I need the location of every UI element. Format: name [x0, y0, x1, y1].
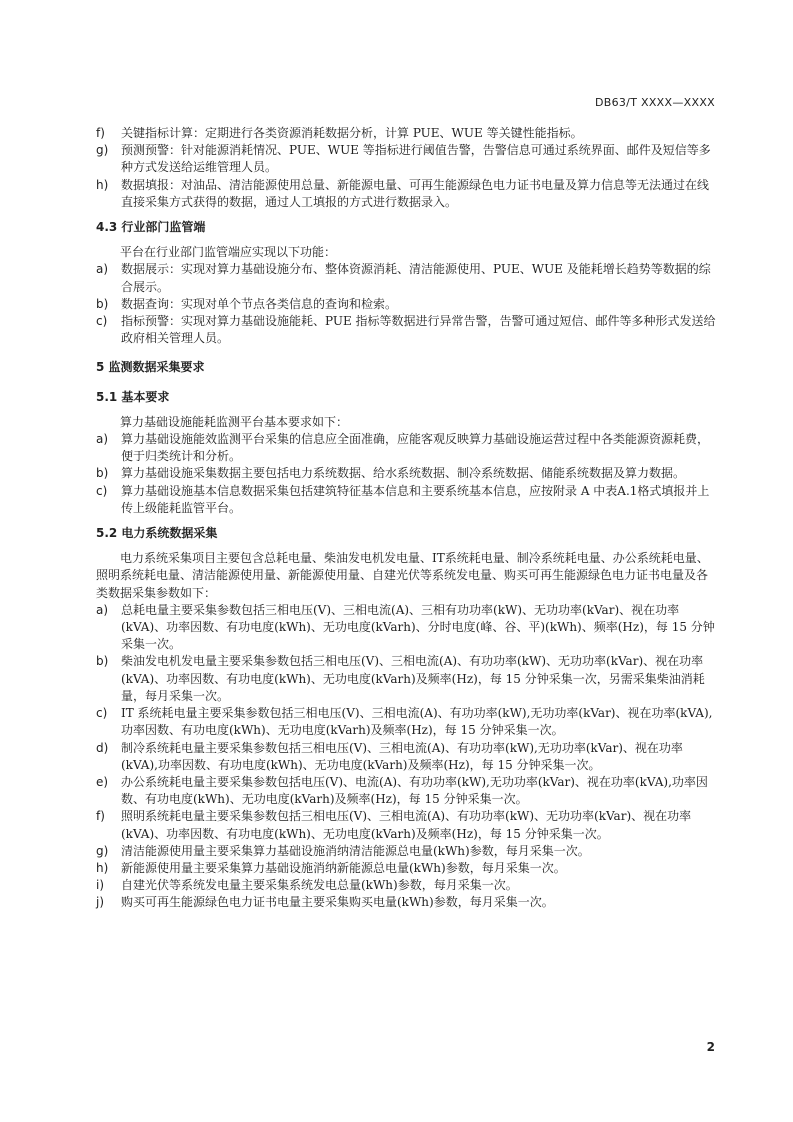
list-label: b) — [96, 296, 109, 311]
list-item — [96, 860, 718, 877]
list-item — [96, 261, 718, 295]
section-heading-5-1: 5.1 基本要求 — [96, 389, 170, 404]
section-intro: 电力系统采集项目主要包含总耗电量、柴油发电机发电量、IT系统耗电量、制冷系统耗电量、办公系统耗电量、照明系统耗电量、清洁能源使用量、新能源使用量、自建光伏等系统发电量、购买可再生能源绿色电力证书电量及各类数据采集参数如下： — [96, 551, 709, 600]
list-item — [96, 894, 718, 911]
list-label: c) — [96, 483, 108, 498]
list-label: b) — [96, 654, 109, 669]
list-item — [96, 483, 718, 517]
list-text: 算力基础设施能效监测平台采集的信息应全面准确，应能客观反映算力基础设施运营过程中各类能源资源耗费，便于归类统计和分析。 — [121, 432, 710, 464]
page-number: 2 — [706, 1040, 715, 1054]
list-text: 新能源使用量主要采集算力基础设施消纳新能源总电量(kWh)参数，每月采集一次。 — [121, 860, 566, 875]
section-heading-4-3: 4.3 行业部门监管端 — [96, 220, 206, 235]
list-item — [96, 602, 718, 654]
list-item — [96, 808, 718, 842]
list-item — [96, 313, 718, 347]
list-label: a) — [96, 432, 109, 447]
list-label: j) — [96, 895, 105, 910]
list-text: 制冷系统耗电量主要采集参数包括三相电压(V)、三相电流(A)、有功功率(kW),无功功率(kVar)、视在功率(kVA),功率因数、有功电度(kWh)、无功电度(kVarh)及频率(Hz)，每 15 分钟采集一次。 — [121, 740, 683, 772]
list-text: 指标预警：实现对算力基础设施能耗、PUE 指标等数据进行异常告警，告警可通过短信、邮件等多种形式发送给政府相关管理人员。 — [121, 314, 716, 346]
list-item — [96, 177, 718, 211]
list-label: a) — [96, 262, 109, 277]
list-text: 清洁能源使用量主要采集算力基础设施消纳清洁能源总电量(kWh)参数，每月采集一次。 — [121, 843, 590, 858]
list-text: 数据查询：实现对单个节点各类信息的查询和检索。 — [121, 296, 398, 311]
list-label: a) — [96, 602, 109, 617]
list-label: i) — [96, 878, 105, 893]
section-heading-5-2: 5.2 电力系统数据采集 — [96, 526, 218, 541]
list-label: e) — [96, 774, 109, 789]
list-item — [96, 142, 718, 176]
list-text: 照明系统耗电量主要采集参数包括三相电压(V)、三相电流(A)、有功功率(kW)、无功功率(kVar)、视在功率(kVA)、功率因数、有功电度(kWh)、无功电度(kVarh)及频率(Hz)，每 15 分钟采集一次。 — [121, 809, 692, 841]
list-label: h) — [96, 177, 109, 192]
list-label: d) — [96, 740, 109, 755]
list-item — [96, 296, 718, 313]
list-label: g) — [96, 143, 109, 158]
list-item — [96, 653, 718, 705]
list-label: f) — [96, 809, 105, 824]
list-item — [96, 774, 718, 808]
list-label: c) — [96, 706, 108, 721]
list-text: IT 系统耗电量主要采集参数包括三相电压(V)、三相电流(A)、有功功率(kW),无功功率(kVar)、视在功率(kVA),功率因数、有功电度(kWh)、无功电度(kVarh)及频率(Hz)，每 15 分钟采集一次。 — [121, 706, 713, 738]
list-text: 算力基础设施采集数据主要包括电力系统数据、给水系统数据、制冷系统数据、储能系统数据及算力数据。 — [121, 466, 686, 481]
list-text: 办公系统耗电量主要采集参数包括电压(V)、电流(A)、有功功率(kW),无功功率(kVar)、视在功率(kVA),功率因数、有功电度(kWh)、无功电度(kVarh)及频率(Hz)，每 15 分钟采集一次。 — [121, 774, 708, 807]
list-text: 总耗电量主要采集参数包括三相电压(V)、三相电流(A)、三相有功功率(kW)、无功功率(kVar)、视在功率(kVA)、功率因数、有功电度(kWh)、无功电度(kVarh)、分时电度(峰、谷、平)(kWh)、频率(Hz)，每 15 分钟采集一次。 — [121, 602, 715, 652]
list-text: 数据展示：实现对算力基础设施分布、整体资源消耗、清洁能源使用、PUE、WUE 及能耗增长趋势等数据的综合展示。 — [121, 262, 711, 294]
list-text: 柴油发电机发电量主要采集参数包括三相电压(V)、三相电流(A)、有功功率(kW)、无功功率(kVar)、视在功率(kVA)、功率因数、有功电度(kWh)、无功电度(kVarh)及频率(Hz)，每 15 分钟采集一次，另需采集柴油消耗量，每月采集一次。 — [121, 654, 705, 703]
list-text: 算力基础设施基本信息数据采集包括建筑特征基本信息和主要系统基本信息，应按附录 A 中表A.1格式填报并上传上级能耗监管平台。 — [121, 483, 710, 515]
list-label: b) — [96, 466, 109, 481]
list-label: g) — [96, 843, 109, 858]
list-item — [96, 465, 718, 482]
list-item — [96, 740, 718, 774]
document-code: DB63/T XXXX—XXXX — [594, 96, 715, 109]
section-heading-5: 5 监测数据采集要求 — [96, 360, 205, 375]
list-item — [96, 125, 718, 142]
list-item — [96, 843, 718, 860]
list-label: c) — [96, 314, 108, 329]
list-text: 预测预警：针对能源消耗情况、PUE、WUE 等指标进行阈值告警，告警信息可通过系统界面、邮件及短信等多种方式发送给运维管理人员。 — [121, 143, 711, 175]
list-label: h) — [96, 860, 109, 875]
list-label: f) — [96, 126, 105, 140]
section-intro: 平台在行业部门监管端应实现以下功能： — [120, 245, 337, 260]
list-item — [96, 705, 718, 739]
list-text: 关键指标计算：定期进行各类资源消耗数据分析，计算 PUE、WUE 等关键性能指标。 — [121, 126, 583, 140]
list-item — [96, 877, 718, 894]
list-text: 自建光伏等系统发电量主要采集系统发电总量(kWh)参数，每月采集一次。 — [121, 878, 518, 893]
page-content — [96, 125, 718, 912]
section-intro: 算力基础设施能耗监测平台基本要求如下： — [120, 414, 349, 429]
list-text: 购买可再生能源绿色电力证书电量主要采集购买电量(kWh)参数，每月采集一次。 — [121, 895, 554, 910]
list-text: 数据填报：对油品、清洁能源使用总量、新能源电量、可再生能源绿色电力证书电量及算力信息等无法通过在线直接采集方式获得的数据，通过人工填报的方式进行数据录入。 — [121, 177, 710, 209]
list-item — [96, 431, 718, 465]
